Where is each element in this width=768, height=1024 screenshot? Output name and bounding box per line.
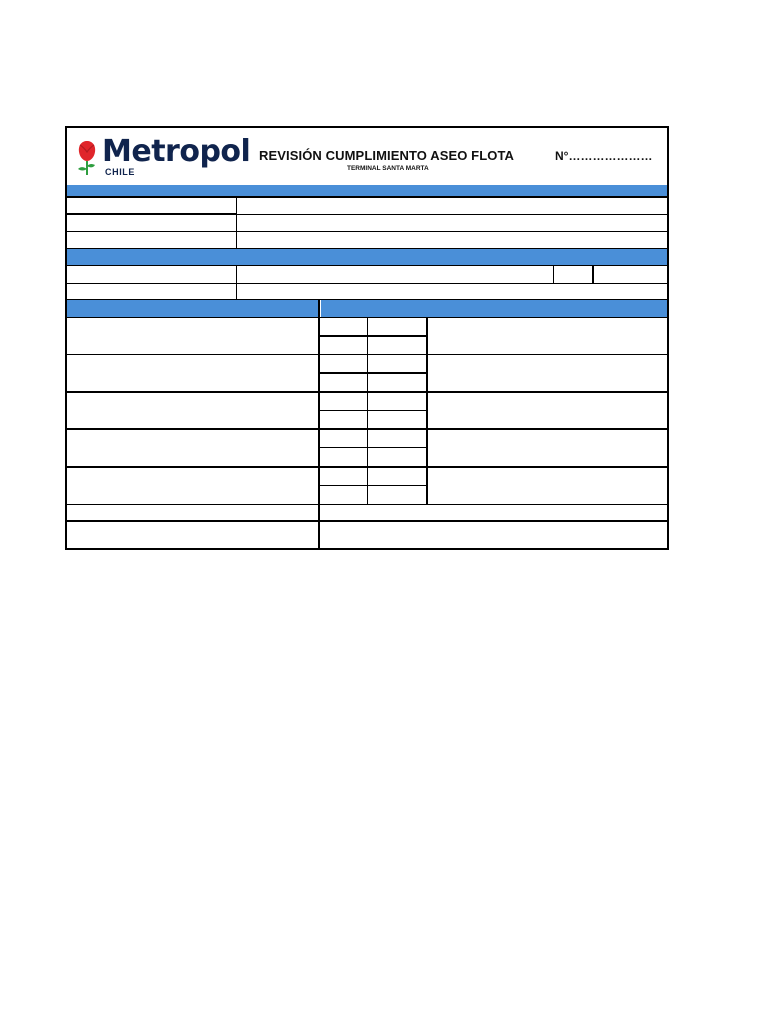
brand-wordmark: Metropol [102,134,251,169]
section-band-3-left [67,300,318,317]
checklist-item-5[interactable] [67,468,318,504]
section-band-1 [67,185,667,196]
divider [320,335,427,337]
checklist-mark-1b[interactable] [368,318,426,336]
info-row-5[interactable] [67,284,667,299]
form-subtitle: TERMINAL SANTA MARTA [347,165,429,172]
brand-country: CHILE [105,167,135,177]
rose-icon [76,139,98,177]
form-title: REVISIÓN CUMPLIMIENTO ASEO FLOTA [259,148,515,163]
divider [320,447,427,448]
checklist-notes-4[interactable] [428,430,667,466]
section-band-3-right [321,300,667,317]
info-row-3[interactable] [67,232,667,248]
divider [553,266,554,283]
divider [320,485,427,486]
info-row-1[interactable] [67,198,667,214]
form-header [67,128,667,185]
checklist-item-3[interactable] [67,393,318,429]
checklist-notes-5[interactable] [428,468,667,504]
divider [592,266,594,283]
checklist-item-4[interactable] [67,430,318,466]
divider [320,410,427,411]
summary-row-2[interactable] [67,522,667,548]
checklist-mark-1a[interactable] [321,318,367,336]
section-band-2 [67,249,667,265]
info-row-2[interactable] [67,215,667,231]
checklist-notes-1[interactable] [428,318,667,354]
info-row-4[interactable] [67,266,667,283]
checklist-notes-3[interactable] [428,393,667,429]
divider [236,198,237,248]
divider [426,318,428,504]
checklist-notes-2[interactable] [428,355,667,392]
checklist-item-2[interactable] [67,355,318,392]
summary-row-1[interactable] [67,505,667,521]
form-number-field[interactable]: N°………………… [555,149,653,163]
checklist-item-1[interactable] [67,318,318,354]
divider [320,372,427,374]
divider [367,318,368,504]
inspection-form [65,126,669,550]
